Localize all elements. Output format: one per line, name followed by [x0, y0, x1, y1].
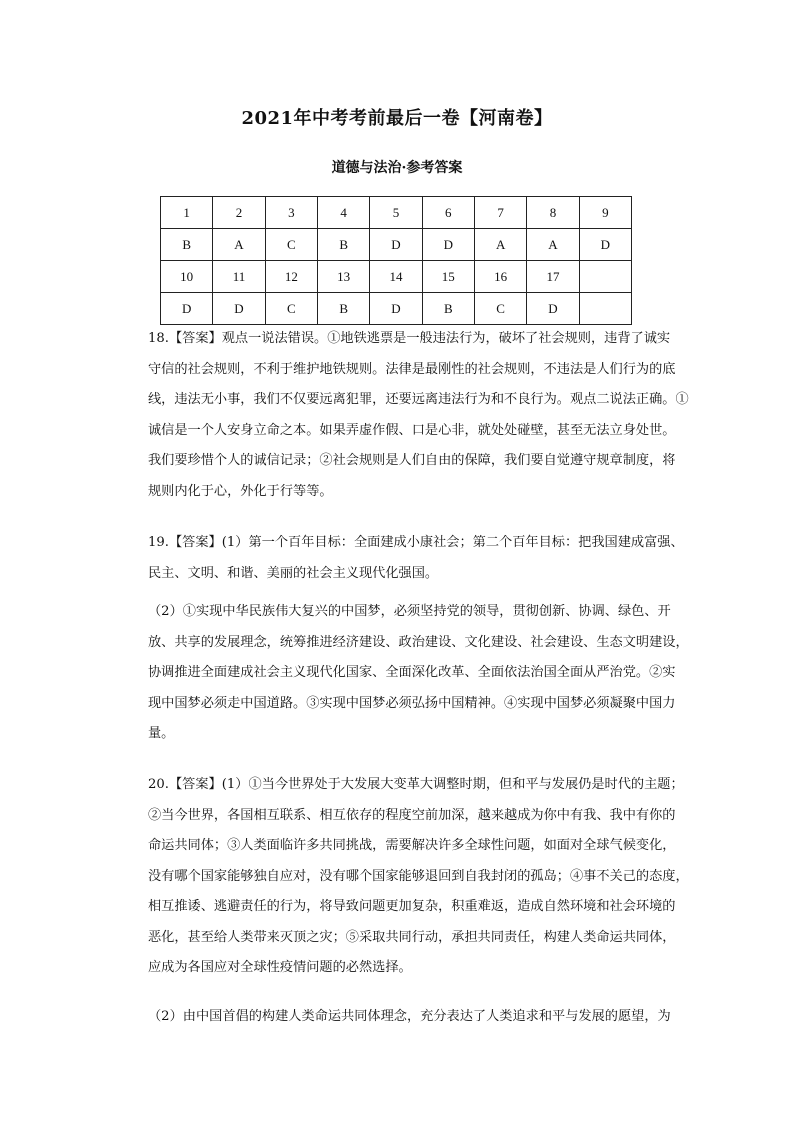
table-cell: B — [317, 229, 369, 261]
table-row — [161, 261, 632, 293]
text-line: 规则内化于心，外化于行等等。 — [148, 483, 333, 499]
text-line: 诚信是一个人安身立命之本。如果弄虚作假、口是心非，就处处碰壁，甚至无法立身处世。 — [148, 422, 676, 438]
text-line: 守信的社会规则，不利于维护地铁规则。法律是最刚性的社会规则，不违法是人们行为的底 — [148, 361, 676, 377]
table-row — [161, 197, 632, 229]
text-line: 线，违法无小事，我们不仅要远离犯罪，还要远离违法行为和不良行为。观点二说法正确。① — [148, 392, 689, 407]
text-line: 我们要珍惜个人的诚信记录；②社会规则是人们自由的保障，我们要自觉遵守规章制度，将 — [148, 453, 676, 468]
page-subtitle: 道德与法治·参考答案 — [331, 160, 463, 176]
text-line: （2）由中国首倡的构建人类命运共同体理念，充分表达了人类追求和平与发展的愿望，为 — [148, 1009, 671, 1024]
table-cell: D — [213, 293, 265, 325]
page-title: 2021年中考考前最后一卷【河南卷】 — [241, 108, 553, 129]
text-line: 应成为各国应对全球性疫情问题的必然选择。 — [148, 960, 412, 975]
text-line: 民主、文明、和谐、美丽的社会主义现代化强国。 — [148, 565, 439, 581]
table-cell: D — [422, 229, 474, 261]
text-line: 恶化，甚至给人类带来灭顶之灾；⑤采取共同行动，承担共同责任，构建人类命运共同体， — [148, 929, 676, 945]
table-cell: D — [370, 229, 422, 261]
text-line: ②当今世界，各国相互联系、相互依存的程度空前加深，越来越成为你中有我、我中有你的 — [148, 807, 676, 823]
text-line: （2）①实现中华民族伟大复兴的中国梦，必须坚持党的领导，贯彻创新、协调、绿色、开 — [148, 604, 671, 619]
answer-19-part1 — [148, 528, 684, 589]
text-line: 现中国梦必须走中国道路。③实现中国梦必须弘扬中国精神。④实现中国梦必须凝聚中国力 — [148, 695, 676, 711]
text-line: 相互推诿、逃避责任的行为，将导致问题更加复杂，积重难返，造成自然环境和社会环境的 — [148, 899, 676, 914]
table-cell: 10 — [161, 261, 213, 293]
table-cell: 9 — [579, 197, 631, 229]
table-cell: 11 — [213, 261, 265, 293]
table-cell: 5 — [370, 197, 422, 229]
table-cell: 4 — [317, 197, 369, 229]
table-cell: 16 — [474, 261, 526, 293]
text-line: 量。 — [148, 726, 175, 741]
table-cell: B — [422, 293, 474, 325]
answer-19-part2 — [148, 597, 689, 750]
text-line: 没有哪个国家能够独自应对，没有哪个国家能够退回到自我封闭的孤岛；④事不关己的态度， — [148, 868, 689, 884]
text-line: 协调推进全面建成社会主义现代化国家、全面深化改革、全面依法治国全面从严治党。②实 — [148, 665, 676, 680]
answer-table — [160, 196, 632, 325]
table-cell: A — [527, 229, 579, 261]
table-cell: 12 — [265, 261, 317, 293]
text-line: 20.【答案】(1）①当今世界处于大发展大变革大调整时期，但和平与发展仍是时代的主题； — [148, 777, 684, 792]
table-cell: B — [161, 229, 213, 261]
table-cell: 13 — [317, 261, 369, 293]
text-line: 放、共享的发展理念，统筹推进经济建设、政治建设、文化建设、社会建设、生态文明建设， — [148, 634, 689, 650]
text-line: 19.【答案】(1）第一个百年目标：全面建成小康社会；第二个百年目标：把我国建成富强、 — [148, 535, 684, 550]
table-cell: 2 — [213, 197, 265, 229]
text-line: 18.【答案】观点一说法错误。①地铁逃票是一般违法行为，破坏了社会规则，违背了诚实 — [148, 331, 671, 346]
table-cell: C — [474, 293, 526, 325]
answer-20-part2 — [148, 1002, 671, 1033]
table-cell: 3 — [265, 197, 317, 229]
table-cell — [579, 261, 631, 293]
answer-18 — [148, 324, 689, 507]
table-cell: A — [474, 229, 526, 261]
table-cell: D — [527, 293, 579, 325]
table-cell: 14 — [370, 261, 422, 293]
table-cell: A — [213, 229, 265, 261]
table-cell: 7 — [474, 197, 526, 229]
table-cell: D — [579, 229, 631, 261]
table-cell — [579, 293, 631, 325]
answer-20-part1 — [148, 770, 689, 984]
table-cell: 15 — [422, 261, 474, 293]
table-cell: 6 — [422, 197, 474, 229]
table-cell: 17 — [527, 261, 579, 293]
text-line: 命运共同体；③人类面临许多共同挑战，需要解决许多全球性问题，如面对全球气候变化， — [148, 838, 676, 853]
table-cell: C — [265, 293, 317, 325]
table-cell: 8 — [527, 197, 579, 229]
table-cell: D — [370, 293, 422, 325]
table-cell: B — [317, 293, 369, 325]
table-cell: D — [161, 293, 213, 325]
table-row — [161, 293, 632, 325]
table-row — [161, 229, 632, 261]
table-cell: 1 — [161, 197, 213, 229]
table-cell: C — [265, 229, 317, 261]
